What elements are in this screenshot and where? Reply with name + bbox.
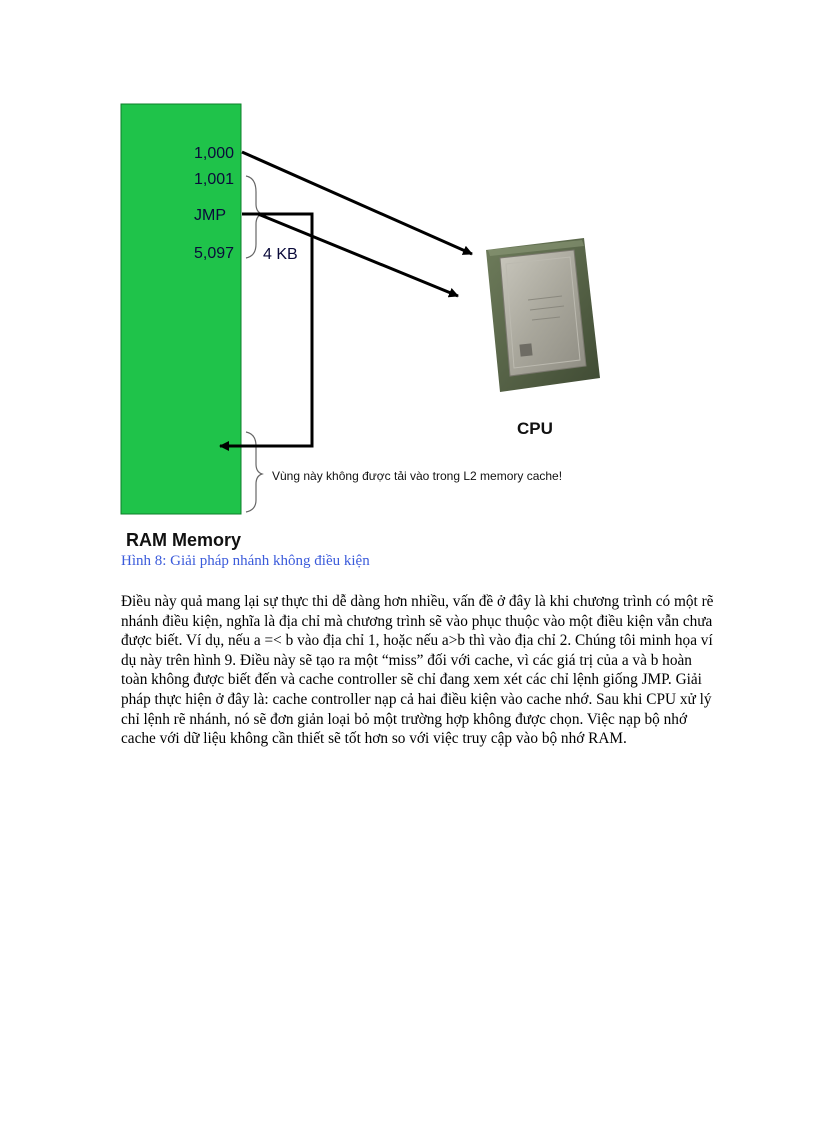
- figure-caption: Hình 8: Giải pháp nhánh không điều kiện: [121, 553, 370, 569]
- unloaded-region-note: Vùng này không được tải vào trong L2 memory cache!: [272, 469, 563, 483]
- cpu-label: CPU: [517, 419, 553, 438]
- size-label-4kb: 4 KB: [263, 246, 298, 263]
- brace-4kb: [246, 176, 262, 258]
- address-jmp: JMP: [194, 207, 226, 224]
- ram-memory-block: [121, 104, 241, 514]
- body-paragraph: Điều này quả mang lại sự thực thi dễ dàng hơn nhiều, vấn đề ở đây là khi chương trình có một rẽ nhánh điều kiện, nghĩa là địa chỉ mà chương trình sẽ vào phục thuộc vào một điều kiện vẫn chưa được biết. Ví dụ, nếu a =< b vào địa chỉ 1, hoặc nếu a>b thì vào địa chỉ 2. Chúng tôi minh họa ví dụ này trên hình 9. Điều này sẽ tạo ra một “miss” đối với cache, vì các giá trị của a và b hoàn toàn không được biết đến và cache controller sẽ chỉ đang xem xét các chỉ lệnh giống JMP. Giải pháp thực hiện ở đây là: cache controller nạp cả hai điều kiện vào cache nhớ. Sau khi CPU xử lý chỉ lệnh rẽ nhánh, nó sẽ đơn giản loại bỏ một trường hợp không được chọn. Việc nạp bộ nhớ cache với dữ liệu không cần thiết sẽ tốt hơn so với việc truy cập vào bộ nhớ RAM.: [121, 593, 714, 748]
- arrow-1000-to-cpu: [242, 152, 472, 254]
- address-1001: 1,001: [194, 171, 235, 188]
- ram-cache-diagram: [0, 0, 816, 560]
- brace-unloaded: [246, 432, 262, 512]
- address-5097: 5,097: [194, 245, 235, 262]
- address-1000: 1,000: [194, 145, 235, 162]
- cpu-chip-image: [486, 238, 600, 392]
- ram-memory-label: RAM Memory: [126, 530, 242, 550]
